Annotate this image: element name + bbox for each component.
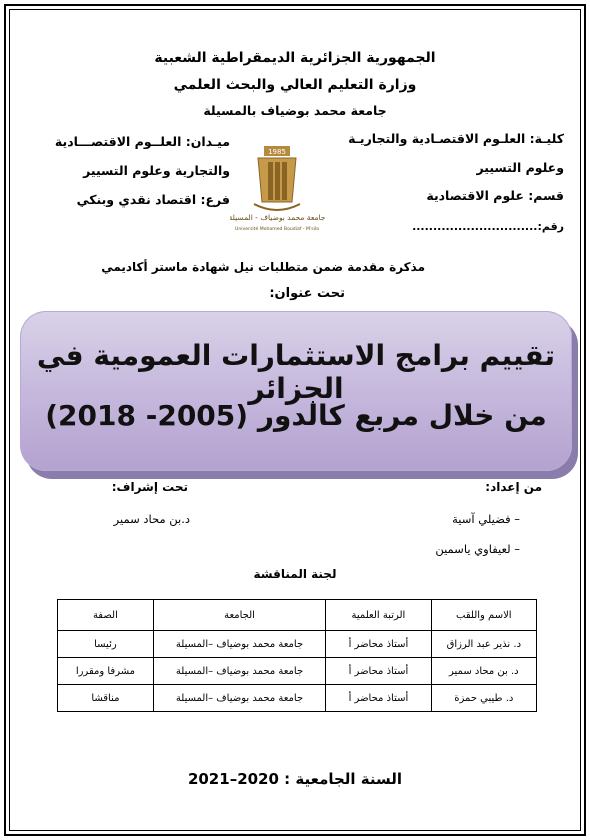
- member-name: د. طيبي حمزة: [431, 685, 536, 712]
- committee-title: لجنة المناقشة: [253, 567, 337, 581]
- field-line1: ميـدان: العلــوم الاقتصـــادية: [54, 134, 230, 149]
- logo-year: 1985: [268, 148, 286, 156]
- table-row: [58, 658, 537, 685]
- university-logo: [230, 140, 325, 236]
- header-rank: الرتبة العلمية: [326, 600, 431, 631]
- field-line2: والتجارية وعلوم التسيير: [83, 163, 230, 178]
- thesis-title-line1: تقييم برامج الاستثمارات العمومية في الجزائر: [36, 339, 556, 405]
- student-2: – لعيفاوي ياسمين: [435, 542, 520, 556]
- thesis-title-line2: من خلال مربع كالدور (2005- 2018): [45, 399, 547, 432]
- member-name: د. بن محاد سمير: [431, 658, 536, 685]
- memo-text: مذكرة مقدمة ضمن متطلبات نيل شهادة ماستر أكاديمي: [101, 260, 425, 274]
- member-rank: أستاذ محاضر أ: [326, 631, 431, 658]
- university-heading: جامعة محمد بوضياف بالمسيلة: [203, 103, 387, 118]
- title-label: تحت عنوان:: [269, 286, 345, 301]
- student-1: – فضيلي آسية: [452, 512, 520, 526]
- member-role: رئيسا: [58, 631, 154, 658]
- member-name: د. نذير عبد الرزاق: [431, 631, 536, 658]
- table-row: [58, 685, 537, 712]
- number-field: رقم:..............................: [412, 220, 564, 233]
- member-university: جامعة محمد بوضياف –المسيلة: [153, 658, 325, 685]
- branch-label: فرع: اقتصاد نقدي وبنكي: [76, 192, 230, 207]
- prepared-label: من إعداد:: [485, 480, 542, 494]
- logo-name-fr: Université Mohamed Boudiaf - M'sila: [235, 227, 319, 232]
- header-role: الصفة: [58, 600, 154, 631]
- member-rank: أستاذ محاضر أ: [326, 658, 431, 685]
- supervisor-name: د.بن محاد سمير: [113, 512, 190, 526]
- faculty-line1: كليـة: العلـوم الاقتصـادية والتجاريـة: [348, 131, 564, 146]
- committee-header-row: [58, 600, 537, 631]
- logo-name-ar: جامعة محمد بوضياف - المسيلة: [230, 213, 325, 222]
- table-row: [58, 631, 537, 658]
- header-name: الاسم واللقب: [431, 600, 536, 631]
- republic-heading: الجمهورية الجزائرية الديمقراطية الشعبية: [154, 50, 436, 66]
- header-university: الجامعة: [153, 600, 325, 631]
- academic-year: السنة الجامعية : 2020–2021: [187, 770, 403, 788]
- ministry-heading: وزارة التعليم العالي والبحث العلمي: [173, 77, 417, 93]
- department-label: قسم: علوم الاقتصادية: [426, 188, 564, 203]
- member-university: جامعة محمد بوضياف –المسيلة: [153, 631, 325, 658]
- member-university: جامعة محمد بوضياف –المسيلة: [153, 685, 325, 712]
- member-rank: أستاذ محاضر أ: [326, 685, 431, 712]
- member-role: مشرفا ومقررا: [58, 658, 154, 685]
- member-role: مناقشا: [58, 685, 154, 712]
- university-logo-icon: [230, 140, 325, 236]
- faculty-line2: وعلوم التسيير: [476, 160, 564, 175]
- supervision-label: تحت إشراف:: [111, 480, 188, 494]
- committee-table: [57, 599, 537, 712]
- thesis-title-box: [20, 311, 572, 471]
